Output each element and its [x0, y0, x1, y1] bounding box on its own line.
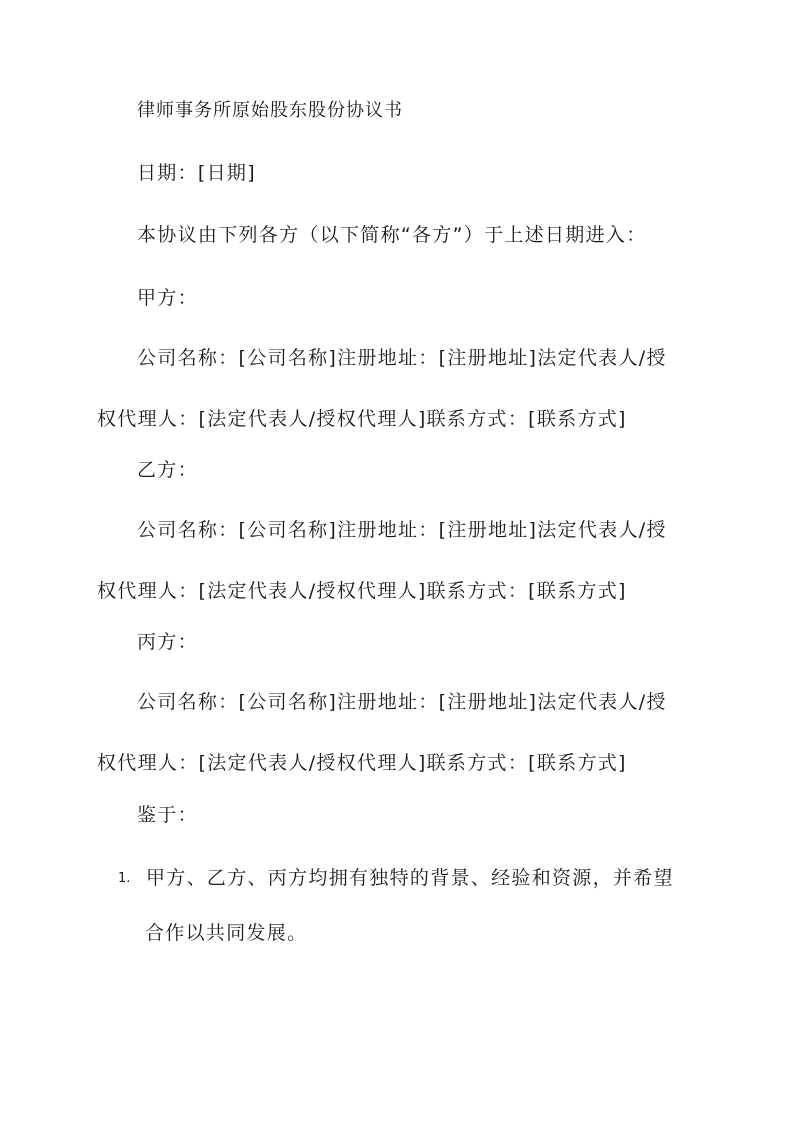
clause-item [118, 863, 718, 948]
party-c-details-line2: 权代理人：[法定代表人/授权代理人]联系方式：[联系方式] [97, 752, 627, 774]
party-b-details [97, 515, 697, 606]
intro-paragraph: 本协议由下列各方（以下简称“各方”）于上述日期进入： [137, 224, 647, 246]
document-title: 律师事务所原始股东股份协议书 [137, 100, 403, 121]
party-c-details-line1: 公司名称：[公司名称]注册地址：[注册地址]法定代表人/授 [137, 691, 667, 713]
party-b-details-line1: 公司名称：[公司名称]注册地址：[注册地址]法定代表人/授 [137, 519, 667, 541]
clause-number: 1. [118, 871, 131, 886]
party-a-details [97, 343, 697, 434]
party-c-label: 丙方： [137, 631, 198, 653]
party-a-details-line2: 权代理人：[法定代表人/授权代理人]联系方式：[联系方式] [97, 408, 627, 430]
party-a-details-line1: 公司名称：[公司名称]注册地址：[注册地址]法定代表人/授 [137, 347, 667, 369]
party-b-details-line2: 权代理人：[法定代表人/授权代理人]联系方式：[联系方式] [97, 580, 627, 602]
party-a-label: 甲方： [137, 287, 198, 309]
clause-line2: 合作以共同发展。 [145, 922, 308, 944]
clause-line1: 甲方、乙方、丙方均拥有独特的背景、经验和资源，并希望 [146, 867, 674, 889]
date-line: 日期：[日期] [137, 162, 256, 184]
party-c-details [97, 687, 697, 778]
whereas-label: 鉴于： [137, 804, 198, 826]
party-b-label: 乙方： [137, 459, 198, 481]
